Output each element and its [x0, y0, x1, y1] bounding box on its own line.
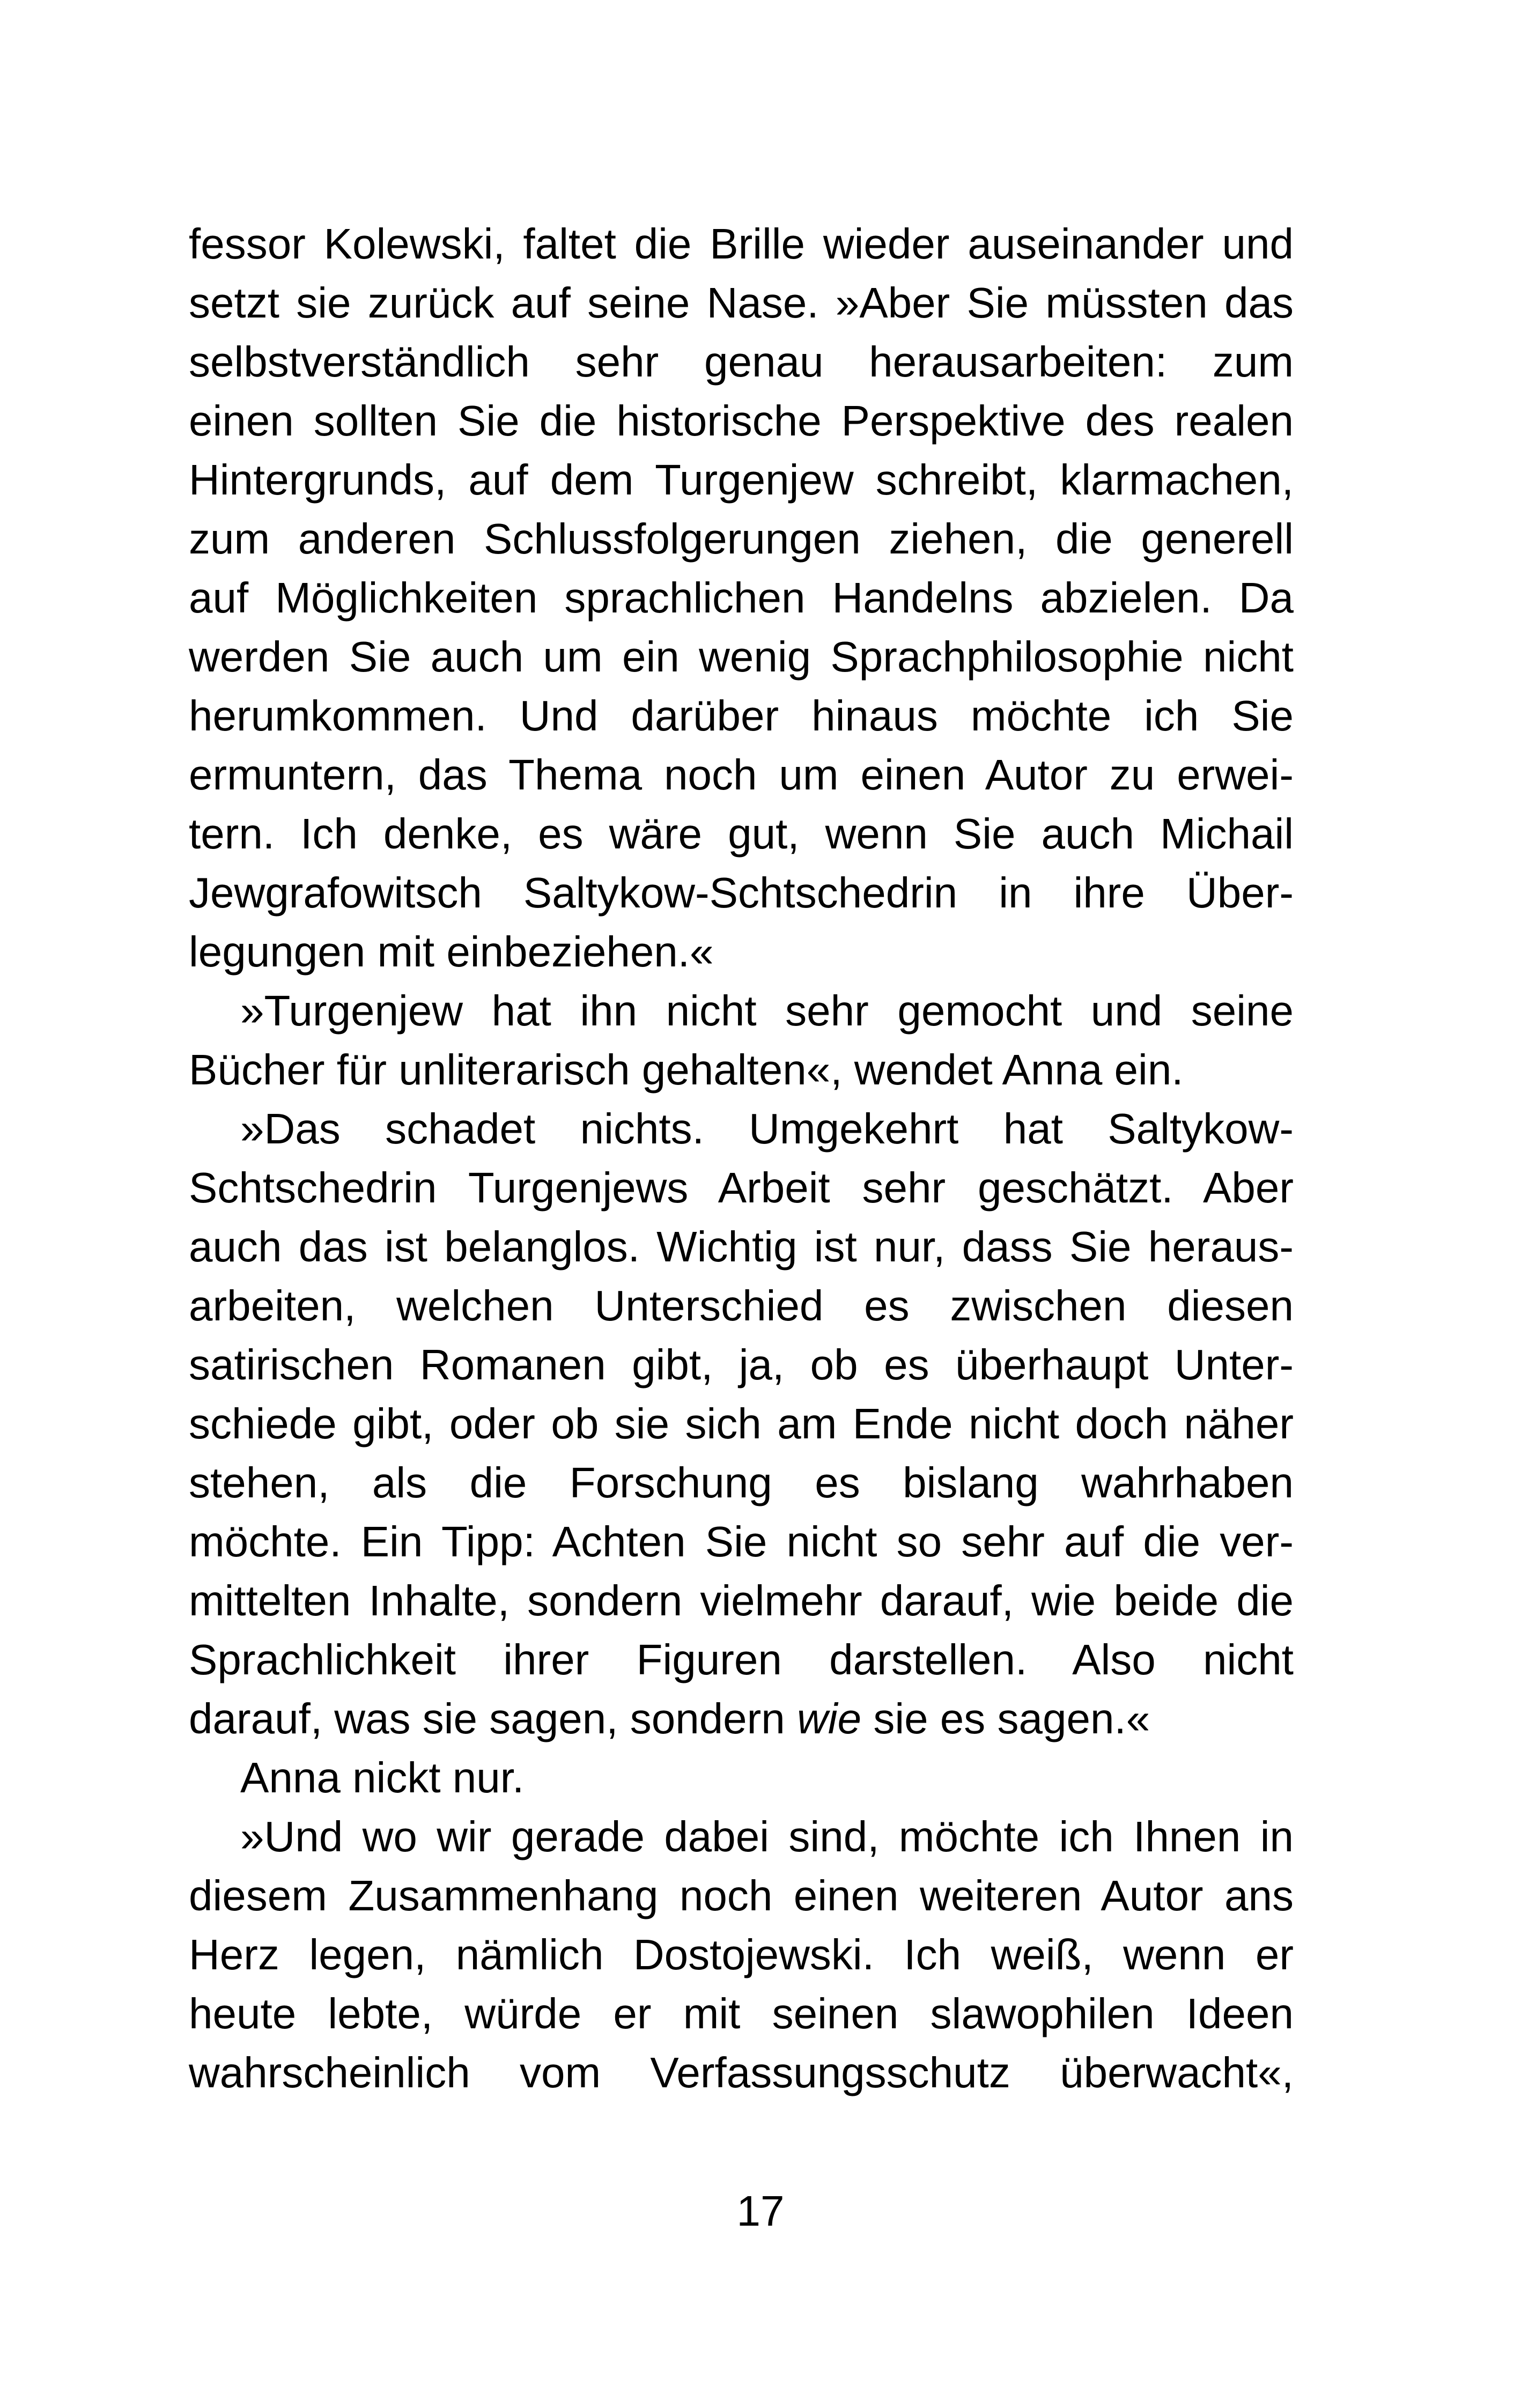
text-line: »Und wo wir gerade dabei sind, möchte ich Ihnen in [240, 1813, 1294, 1860]
text-line: legungen mit einbeziehen.« [189, 928, 714, 976]
text-line: stehen, als die Forschung es bislang wahrhaben [189, 1459, 1294, 1506]
text-line: arbeiten, welchen Unterschied es zwischen diesen [189, 1282, 1294, 1329]
text-line: satirischen Romanen gibt, ja, ob es überhaupt Unter- [189, 1341, 1294, 1388]
text-line: ermuntern, das Thema noch um einen Autor zu erwei- [189, 751, 1294, 799]
text-line: schiede gibt, oder ob sie sich am Ende nicht doch näher [189, 1400, 1294, 1447]
text-line: Herz legen, nämlich Dostojewski. Ich weiß, wenn er [189, 1931, 1294, 1978]
text-line: Anna nickt nur. [240, 1754, 525, 1801]
text-line: möchte. Ein Tipp: Achten Sie nicht so sehr auf die ver- [189, 1518, 1294, 1565]
text-line [189, 1689, 1294, 1748]
emphasized-word: wie [797, 1695, 862, 1742]
text-line: zum anderen Schlussfolgerungen ziehen, die generell [189, 515, 1294, 563]
text-line: auch das ist belanglos. Wichtig ist nur, dass Sie heraus- [189, 1223, 1294, 1271]
body-text [189, 215, 1294, 2102]
page-number: 17 [736, 2187, 785, 2235]
text-line: auf Möglichkeiten sprachlichen Handelns abzielen. Da [189, 574, 1294, 622]
text-line: Bücher für unliterarisch gehalten«, wendet Anna ein. [189, 1046, 1184, 1094]
text-line: Schtschedrin Turgenjews Arbeit sehr geschätzt. Aber [189, 1164, 1294, 1212]
text-line: selbstverständlich sehr genau herausarbeiten: zum [189, 338, 1294, 386]
text-line: heute lebte, würde er mit seinen slawophilen Ideen [189, 1990, 1294, 2037]
text-line: werden Sie auch um ein wenig Sprachphilosophie nicht [189, 633, 1294, 681]
text-line: tern. Ich denke, es wäre gut, wenn Sie auch Michail [189, 810, 1294, 858]
text-line: Hintergrunds, auf dem Turgenjew schreibt, klarmachen, [189, 456, 1294, 504]
text-line: mittelten Inhalte, sondern vielmehr darauf, wie beide die [189, 1577, 1294, 1624]
text-line: Sprachlichkeit ihrer Figuren darstellen. Also nicht [189, 1636, 1294, 1683]
text-line: einen sollten Sie die historische Perspektive des realen [189, 397, 1294, 445]
text-segment: sie es sagen.« [873, 1695, 1150, 1742]
text-segment: darauf, was sie sagen, sondern [189, 1695, 785, 1742]
text-line: wahrscheinlich vom Verfassungsschutz überwacht«, [189, 2049, 1294, 2096]
text-line: diesem Zusammenhang noch einen weiteren Autor ans [189, 1872, 1294, 1919]
text-line: setzt sie zurück auf seine Nase. »Aber Sie müssten das [189, 279, 1294, 327]
text-line: »Das schadet nichts. Umgekehrt hat Saltykow- [240, 1105, 1294, 1153]
text-line: herumkommen. Und darüber hinaus möchte ich Sie [189, 692, 1294, 740]
text-line: »Turgenjew hat ihn nicht sehr gemocht und seine [240, 987, 1294, 1035]
text-line: Jewgrafowitsch Saltykow-Schtschedrin in ihre Über- [189, 869, 1294, 917]
text-line: fessor Kolewski, faltet die Brille wieder auseinander und [189, 220, 1294, 268]
